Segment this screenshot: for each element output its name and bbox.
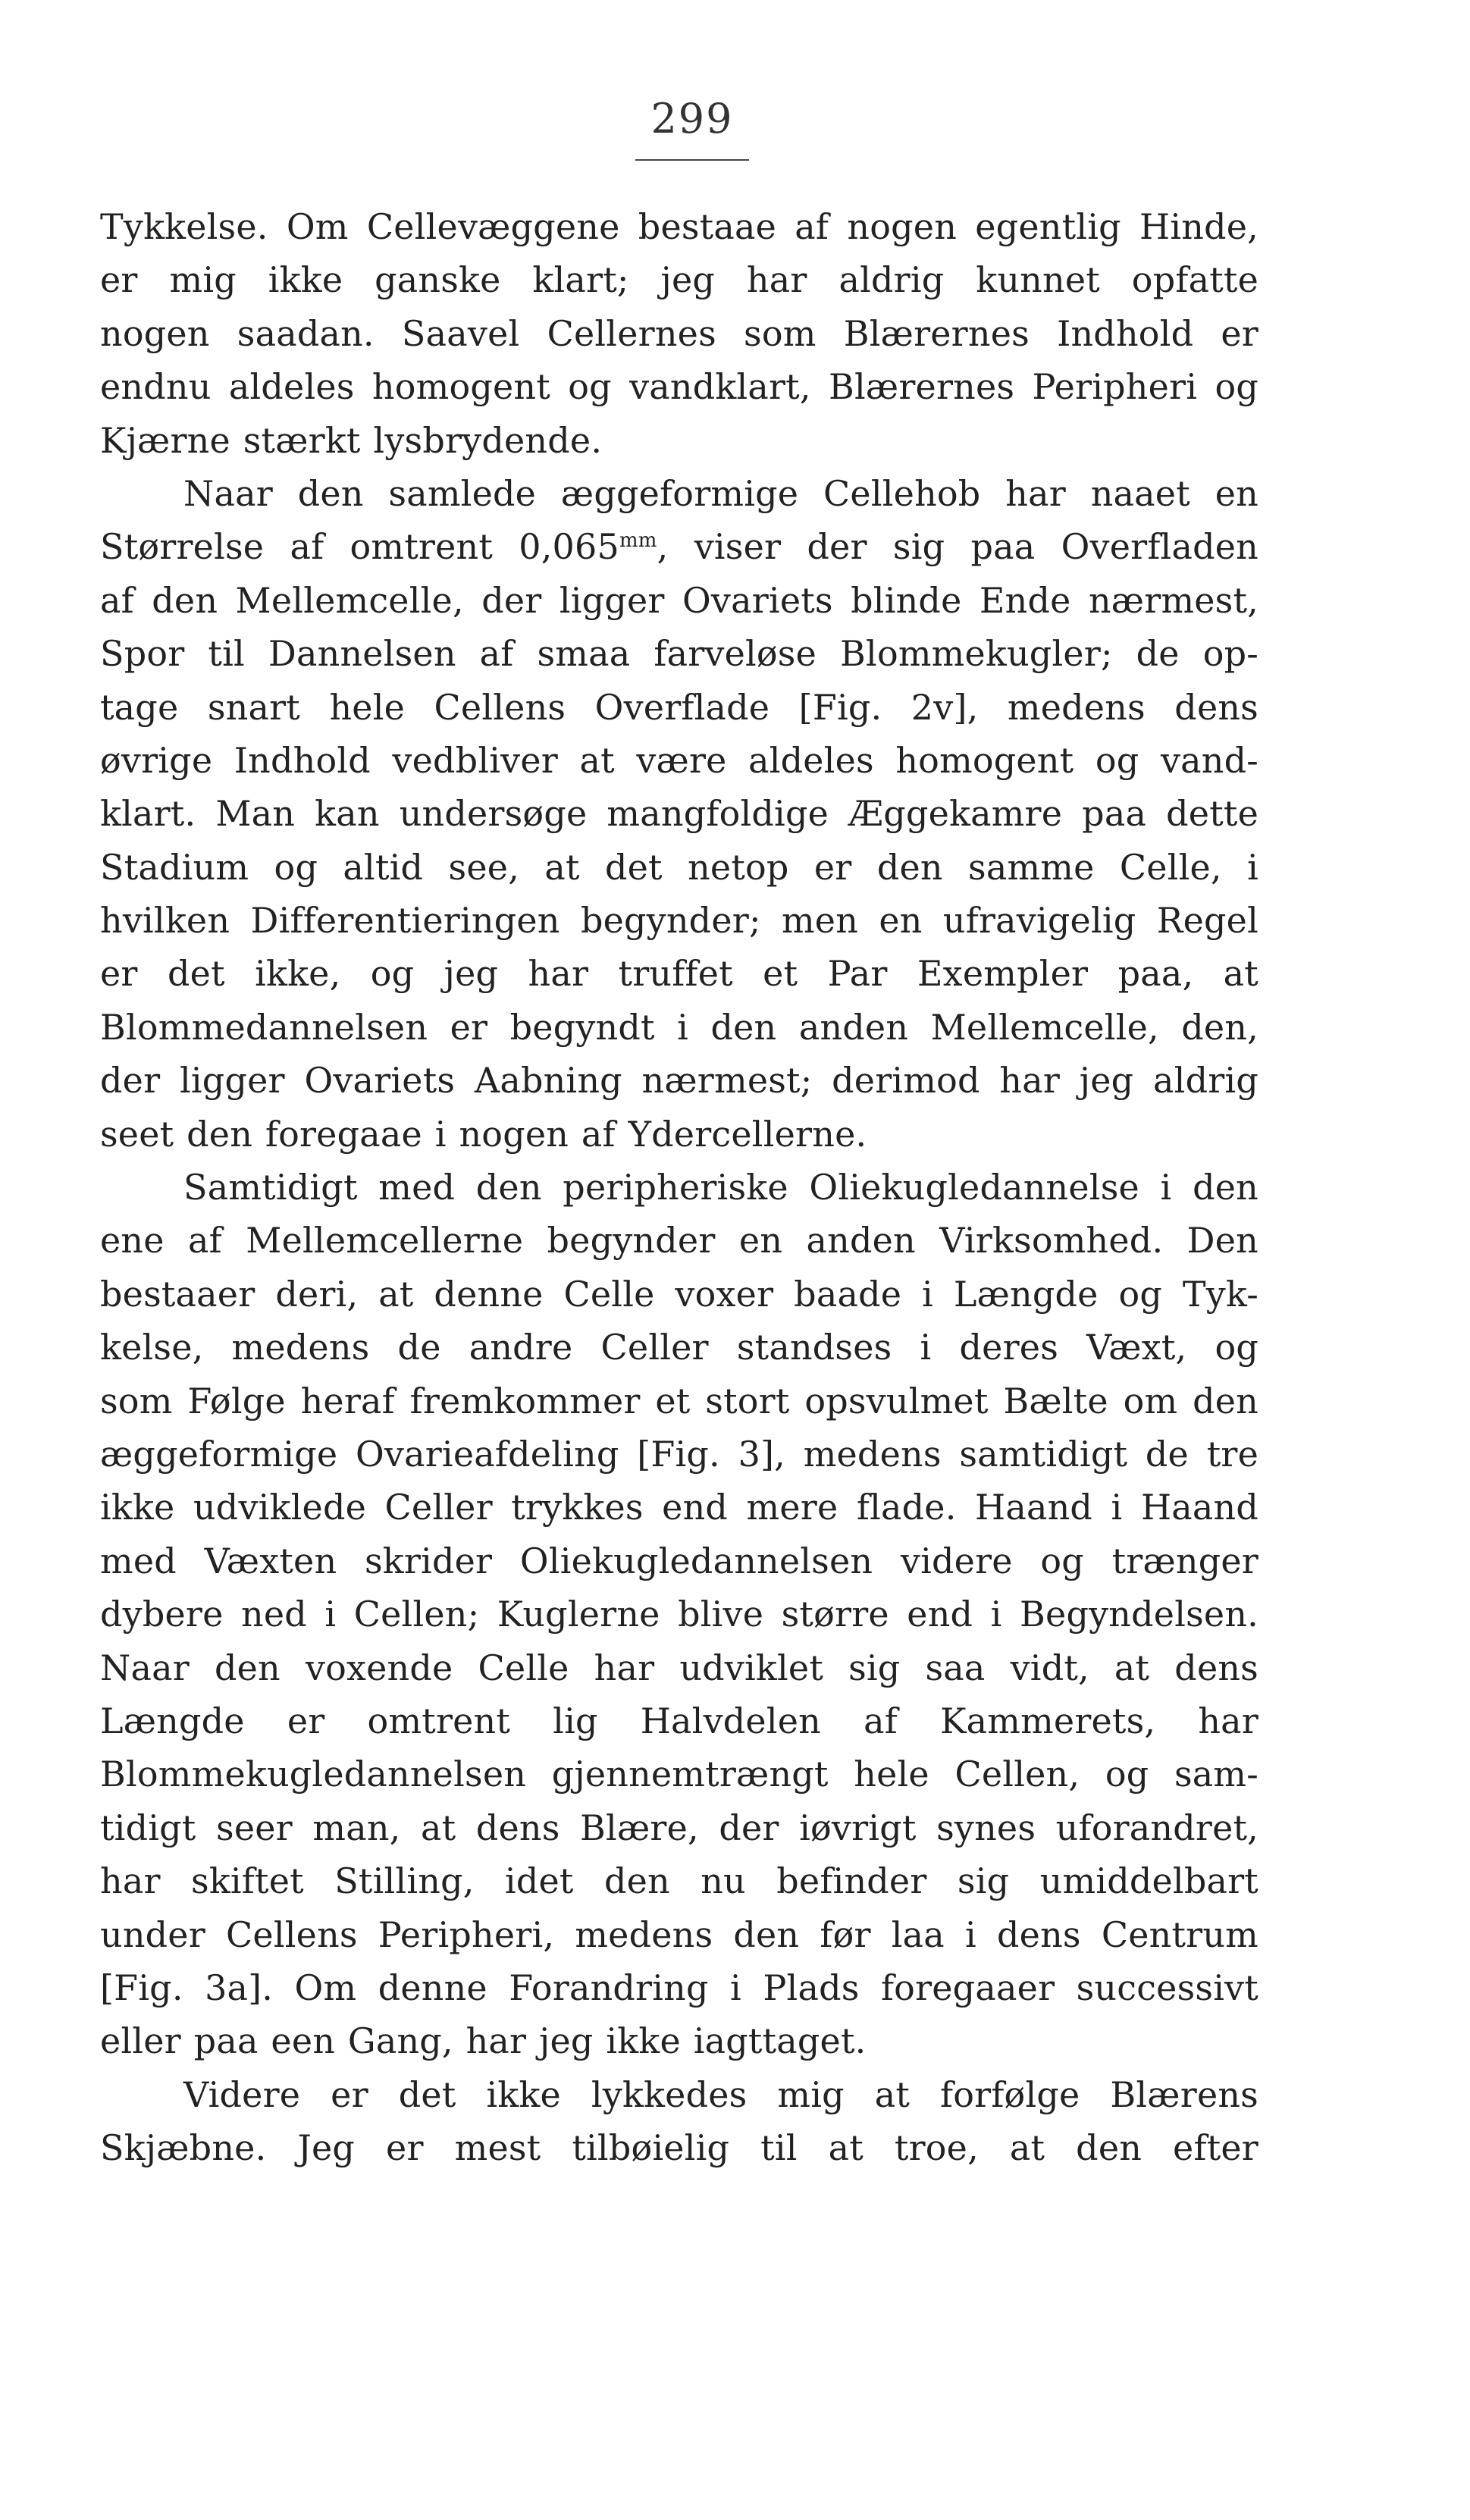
text-line: Samtidigt med den peripheriske Oliekugledannelse i den [183, 1167, 1258, 1208]
text-line: Kjærne stærkt lysbrydende. [100, 419, 603, 461]
text-line: æggeformige Ovarieafdeling [Fig. 3], medens samtidigt de tre [100, 1433, 1258, 1475]
page-number: 299 [650, 95, 734, 143]
text-line: Spor til Dannelsen af smaa farveløse Blommekugler; de op- [100, 633, 1258, 675]
text-line: er mig ikke ganske klart; jeg har aldrig kunnet opfatte [100, 259, 1258, 301]
text-line: [Fig. 3a]. Om denne Forandring i Plads foregaaer successivt [100, 1967, 1258, 2008]
text-line: Størrelse af omtrent $0,065^{mm}$, viser der sig paa Overfladen [100, 526, 1258, 568]
text-line: Tykkelse. Om Cellevæggene bestaae af nogen egentlig Hinde, [100, 206, 1258, 247]
text-line: dybere ned i Cellen; Kuglerne blive større end i Begyndelsen. [100, 1594, 1258, 1635]
text-line: der ligger Ovariets Aabning nærmest; derimod har jeg aldrig [100, 1060, 1258, 1102]
text-line: Blommekugledannelsen gjennemtrængt hele Cellen, og sam- [100, 1754, 1258, 1795]
text-line: endnu aldeles homogent og vandklart, Blærernes Peripheri og [100, 366, 1258, 408]
text-line: af den Mellemcelle, der ligger Ovariets blinde Ende nærmest, [100, 579, 1258, 621]
text-line: har skiftet Stilling, idet den nu befinder sig umiddelbart [100, 1860, 1258, 1902]
text-line: som Følge heraf fremkommer et stort opsvulmet Bælte om den [100, 1380, 1258, 1421]
text-line: Naar den samlede æggeformige Cellehob har naaet en [183, 472, 1258, 514]
text-line: ene af Mellemcellerne begynder en anden Virksomhed. Den [100, 1220, 1258, 1262]
text-line: kelse, medens de andre Celler standses i deres Væxt, og [100, 1327, 1258, 1368]
text-line: ikke udviklede Celler trykkes end mere flade. Haand i Haand [100, 1487, 1258, 1528]
text-line: Stadium og altid see, at det netop er den samme Celle, i [100, 846, 1258, 888]
text-line: Længde er omtrent lig Halvdelen af Kammerets, har [100, 1700, 1258, 1741]
body-text [100, 200, 1258, 2174]
text-line: er det ikke, og jeg har truffet et Par Exempler paa, at [100, 953, 1258, 995]
text-line: klart. Man kan undersøge mangfoldige Æggekamre paa dette [100, 793, 1258, 835]
text-line: nogen saadan. Saavel Cellernes som Blærernes Indhold er [100, 312, 1258, 354]
text-line: under Cellens Peripheri, medens den før laa i dens Centrum [100, 1914, 1258, 1955]
text-line: tage snart hele Cellens Overflade [Fig. 2v], medens dens [100, 686, 1258, 728]
page-number-rule [635, 159, 749, 161]
text-line: bestaaer deri, at denne Celle voxer baade i Længde og Tyk- [100, 1273, 1258, 1315]
text-line: øvrige Indhold vedbliver at være aldeles homogent og vand- [100, 739, 1258, 781]
text-line: seet den foregaae i nogen af Ydercellerne. [100, 1113, 867, 1155]
text-line: med Væxten skrider Oliekugledannelsen videre og trænger [100, 1540, 1258, 1581]
text-line: eller paa een Gang, har jeg ikke iagttaget. [100, 2020, 867, 2062]
text-line: Blommedannelsen er begyndt i den anden Mellemcelle, den, [100, 1006, 1258, 1048]
unit-superscript: mm [619, 529, 657, 553]
text-line: hvilken Differentieringen begynder; men en ufravigelig Regel [100, 900, 1258, 942]
text-line: tidigt seer man, at dens Blære, der iøvrigt synes uforandret, [100, 1807, 1258, 1848]
text-line: Videre er det ikke lykkedes mig at forfølge Blærens [183, 2073, 1258, 2115]
text-line: Naar den voxende Celle har udviklet sig saa vidt, at dens [100, 1647, 1258, 1688]
text-line: Skjæbne. Jeg er mest tilbøielig til at troe, at den efter [100, 2127, 1258, 2169]
